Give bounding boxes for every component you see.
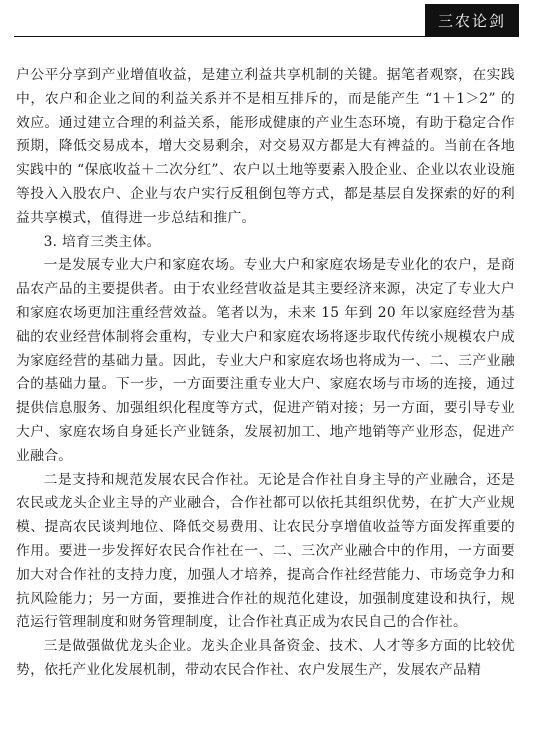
paragraph: 户公平分享到产业增值收益，是建立利益共享机制的关键。据笔者观察，在实践中，农户和企业之间的利益关系并不是相互排斥的，而是能产生 “1＋1＞2” 的效应。通过建立合理的利益关系，能形成健康的产业生态环境，有助于稳定合作预期，降低交易成本，增大交易剩余，对交易双方都是大有裨益的。当前在各地实践中的 “保底收益＋二次分红”、农户以土地等要素入股企业、企业以农业设施等投入入股农户、企业与农户实行反租倒包等方式，都是基层自发探索的好的利益共享模式，值得进一步总结和推广。 <box>16 67 515 226</box>
paragraph: 一是发展专业大户和家庭农场。专业大户和家庭农场是专业化的农户，是商品农产品的主要提供者。由于农业经营收益是其主要经济来源，决定了专业大户和家庭农场更加注重经营效益。笔者以为，未来 15 年到 20 年以家庭经营为基础的农业经营体制将会重构，专业大户和家庭农场将逐步取代传统小规模农户成为家庭经营的基础力量。因此，专业大户和家庭农场也将成为一、二、三产业融合的基础力量。下一步，一方面要注重专业大户、家庭农场与市场的连接，通过提供信息服务、加强组织化程度等方式，促进产销对接；另一方面，要引导专业大户、家庭农场自身延长产业链条，发展初加工、地产地销等产业形态，促进产业融合。 <box>16 257 515 464</box>
paragraph: 三是做强做优龙头企业。龙头企业具备资金、技术、人才等多方面的比较优势，依托产业化发展机制，带动农民合作社、农户发展生产，发展农产品精 <box>16 638 515 678</box>
article-body <box>16 64 515 683</box>
section-tag: 三农论剑 <box>425 4 519 36</box>
subheading: 3. 培育三类主体。 <box>43 233 161 250</box>
header-rule <box>14 36 519 37</box>
paragraph: 二是支持和规范发展农民合作社。无论是合作社自身主导的产业融合，还是农民或龙头企业主导的产业融合，合作社都可以依托其组织优势，在扩大产业规模、提高农民谈判地位、降低交易费用、让农民分享增值收益等方面发挥重要的作用。要进一步发挥好农民合作社在一、二、三次产业融合中的作用，一方面要加大对合作社的支持力度，加强人才培养，提高合作社经营能力、市场竞争力和抗风险能力；另一方面，要推进合作社的规范化建设，加强制度建设和执行，规范运行管理制度和财务管理制度，让合作社真正成为农民自己的合作社。 <box>16 471 515 631</box>
